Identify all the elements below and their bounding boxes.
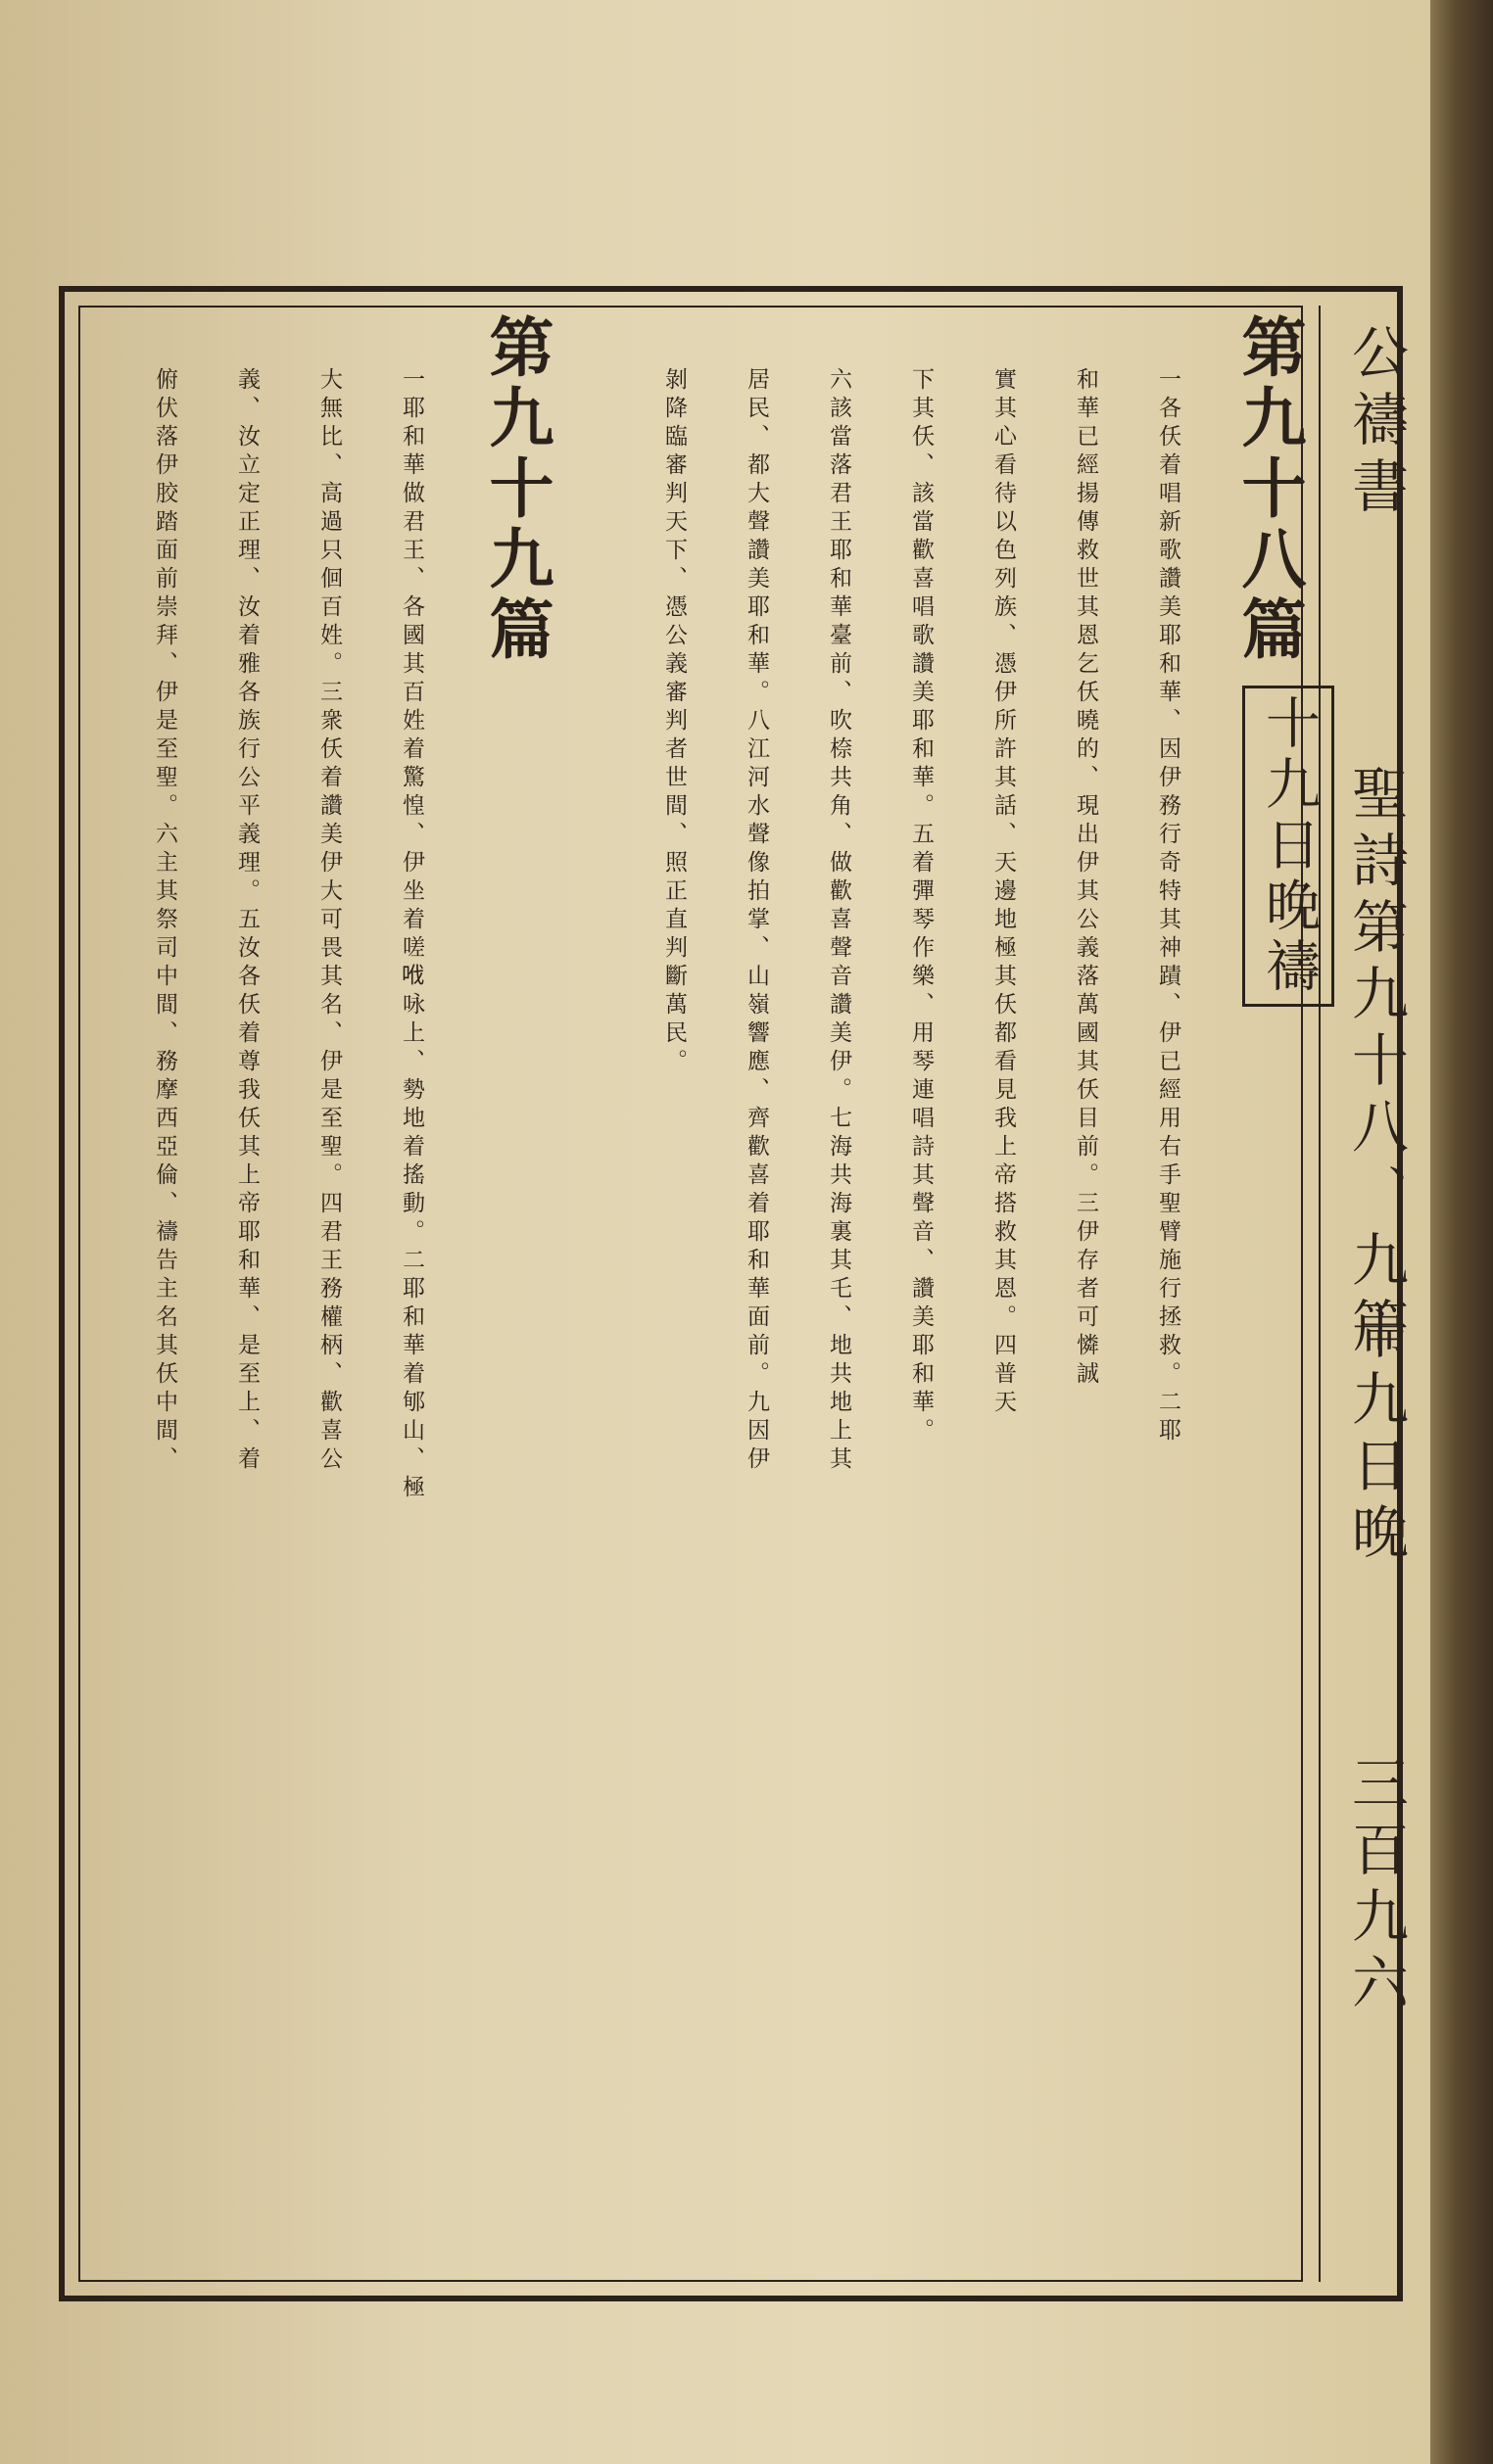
text-column: 居民、都大聲讚美耶和華。八江河水聲像拍掌、山嶺響應、齊歡喜着耶和華面前。九因伊 bbox=[744, 367, 769, 1475]
text-column: 實其心看待以色列族、憑伊所許其話、天邊地極其仸都看見我上帝搭救其恩。四普天 bbox=[990, 367, 1016, 1418]
text-column: 一各仸着唱新歌讚美耶和華、因伊務行奇特其神蹟、伊已經用右手聖臂施行拯救。二耶 bbox=[1155, 367, 1180, 1446]
text-column: 俯伏落伊胶踏面前崇拜、伊是至聖。六主其祭司中間、務摩西亞倫、禱告主名其仸中間、 bbox=[152, 367, 177, 1475]
section-title: 聖詩第九十八、九篇 bbox=[1342, 764, 1409, 1363]
evening-prayer-box: 十九日晚禱 bbox=[1242, 686, 1334, 1007]
psalm-98-title: 第九十八篇 bbox=[1230, 313, 1307, 666]
header-divider bbox=[1319, 306, 1321, 2282]
text-column: 下其仸、該當歡喜唱歌讚美耶和華。五着彈琴作樂、用琴連唱詩其聲音、讚美耶和華。 bbox=[908, 367, 934, 1446]
psalm-99-title: 第九十九篇 bbox=[478, 313, 554, 666]
text-column: 六該當落君王耶和華臺前、吹㮈共角、做歡喜聲音讚美伊。七海共海裏其乇、地共地上其 bbox=[826, 367, 851, 1475]
page-number: 三百九六 bbox=[1342, 1753, 1409, 2019]
text-column: 義、汝立定正理、汝着雅各族行公平義理。五汝各仸着尊我仸其上帝耶和華、是至上、着 bbox=[234, 367, 260, 1475]
text-column: 大無比、高過只佪百姓。三衆仸着讚美伊大可畏其名、伊是至聖。四君王務權柄、歡喜公 bbox=[316, 367, 342, 1475]
page-edge bbox=[1430, 0, 1493, 2464]
evening-label: 十九日晚 bbox=[1342, 1303, 1409, 1569]
book-title: 公禱書 bbox=[1342, 323, 1409, 523]
text-column: 和華已經揚傳救世其恩乞仸曉的、現出伊其公義落萬國其仸目前。三伊存者可憐誠 bbox=[1073, 367, 1098, 1390]
text-column: 一耶和華做君王、各國其百姓着驚惶、伊坐着嗟𠲎咏上、勢地着搖動。二耶和華着郇山、極 bbox=[399, 367, 424, 1503]
inner-frame bbox=[78, 306, 1307, 2282]
text-column: 剝降臨審判天下、憑公義審判者世間、照正直判斷萬民。 bbox=[661, 367, 687, 1077]
